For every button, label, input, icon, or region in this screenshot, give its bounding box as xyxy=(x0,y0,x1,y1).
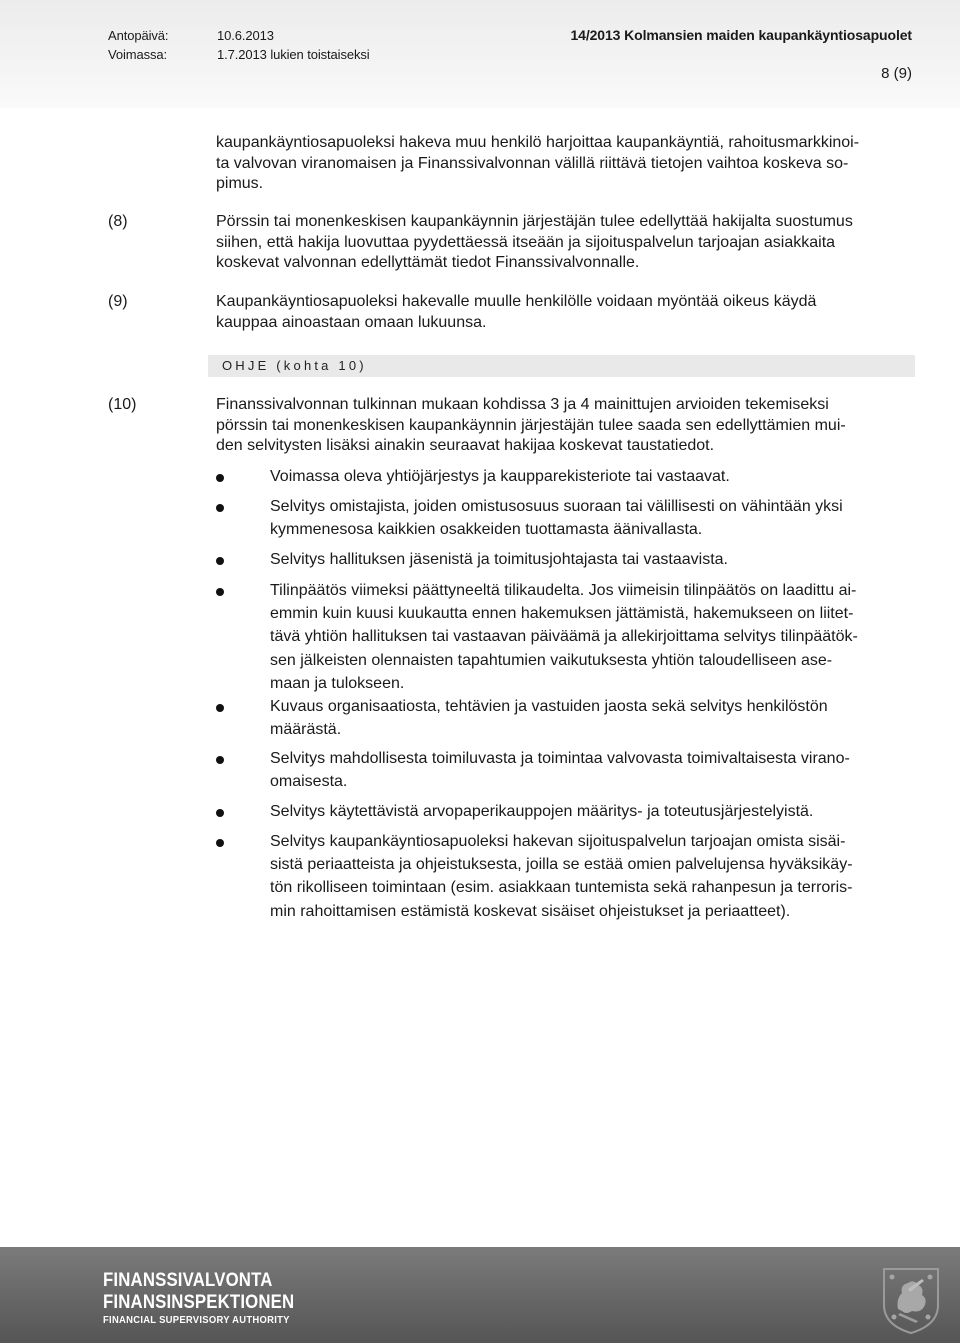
bullet-icon xyxy=(216,839,224,847)
antopaiva-label: Antopäivä: xyxy=(108,28,169,43)
text-line: sistä periaatteista ja ohjeistuksesta, joilla se estää omien palvelujensa hyväksikäy- xyxy=(270,856,853,874)
paragraph-number-8: (8) xyxy=(108,213,128,230)
logo-text-english: FINANCIAL SUPERVISORY AUTHORITY xyxy=(103,1314,290,1326)
text-line: ta valvovan viranomaisen ja Finanssivalvonnan välillä riittävä tietojen vaihtoa koskeva so- xyxy=(216,154,849,172)
ohje-label: OHJE (kohta 10) xyxy=(222,358,367,373)
text-line: sen jälkeisten olennaisten tapahtumien vaikutuksesta yhtiön taloudelliseen ase- xyxy=(270,651,833,669)
list-item xyxy=(270,495,910,541)
text-line: Selvitys hallituksen jäsenistä ja toimitusjohtajasta tai vastaavista. xyxy=(270,551,728,568)
text-line: den selvitysten lisäksi ainakin seuraavat hakijaa koskevat taustatiedot. xyxy=(216,437,715,454)
ohje-section-bar xyxy=(208,355,915,377)
bullet-icon xyxy=(216,557,224,565)
text-line: Selvitys kaupankäyntiosapuoleksi hakevan sijoituspalvelun tarjoajan omista sisäi- xyxy=(270,833,846,850)
list-item xyxy=(270,579,910,695)
text-line: Pörssin tai monenkeskisen kaupankäynnin järjestäjän tulee edellyttää hakijalta suostumus xyxy=(216,213,853,230)
text-line: emmin kuin kuusi kuukautta ennen hakemuksen jättämistä, hakemukseen on liitet- xyxy=(270,605,854,623)
list-item xyxy=(270,800,910,823)
text-line: Finanssivalvonnan tulkinnan mukaan kohdissa 3 ja 4 mainittujen arvioiden tekemiseksi xyxy=(216,396,829,413)
text-line: pimus. xyxy=(216,175,264,192)
list-item xyxy=(270,465,910,488)
voimassa-label: Voimassa: xyxy=(108,47,168,62)
logo-text-finnish: FINANSSIVALVONTA xyxy=(103,1269,273,1291)
text-line: pörssin tai monenkeskisen kaupankäynnin järjestäjän tulee saada sen edellyttämien mui- xyxy=(216,416,846,434)
text-line: Selvitys mahdollisesta toimiluvasta ja toimintaa valvovasta toimivaltaisesta virano- xyxy=(270,750,850,767)
page-number: 8 (9) xyxy=(881,65,912,82)
text-line: määrästä. xyxy=(270,721,342,739)
logo-text-swedish: FINANSINSPEKTIONEN xyxy=(103,1291,295,1313)
bullet-icon xyxy=(216,504,224,512)
text-line: koskevat valvonnan edellyttämät tiedot Finanssivalvonnalle. xyxy=(216,254,640,271)
text-line: siihen, että hakija luovuttaa pyydettäessä itseään ja sijoituspalvelun tarjoajan asiakkaita xyxy=(216,233,836,251)
text-line: kauppaa ainoastaan omaan lukuunsa. xyxy=(216,313,487,331)
bullet-icon xyxy=(216,756,224,764)
text-line: kymmenesosa kaikkien osakkeiden tuottamasta äänivallasta. xyxy=(270,521,703,539)
intro-text xyxy=(216,133,916,195)
text-line: Kaupankäyntiosapuoleksi hakevalle muulle henkilölle voidaan myöntää oikeus käydä xyxy=(216,293,817,310)
intro-paragraph xyxy=(216,133,916,195)
list-item xyxy=(270,695,910,741)
paragraph-number-10: (10) xyxy=(108,396,137,413)
antopaiva-value: 10.6.2013 xyxy=(217,28,274,43)
page-header xyxy=(0,0,960,108)
bullet-icon xyxy=(216,474,224,482)
text-line: min rahoittamisen estämistä koskevat sisäiset ohjeistukset ja periaatteet). xyxy=(270,902,791,920)
voimassa-value: 1.7.2013 lukien toistaiseksi xyxy=(217,47,370,62)
bullet-icon xyxy=(216,809,224,817)
text-line: Selvitys käytettävistä arvopaperikauppojen määritys- ja toteutusjärjestelyistä. xyxy=(270,803,814,820)
paragraph-8 xyxy=(216,212,916,274)
list-item xyxy=(270,747,910,793)
page-footer xyxy=(0,1247,960,1343)
text-line: omaisesta. xyxy=(270,773,348,791)
text-line: tön rikolliseen toimintaan (esim. asiakkaan tuntemista sekä rahanpesun ja terroris- xyxy=(270,879,853,897)
bullet-icon xyxy=(216,588,224,596)
list-item xyxy=(270,548,910,571)
text-line: maan ja tulokseen. xyxy=(270,674,405,692)
list-item xyxy=(270,830,910,923)
text-line: Voimassa oleva yhtiöjärjestys ja kaupparekisteriote tai vastaavat. xyxy=(270,468,730,485)
paragraph-10-text xyxy=(216,395,916,457)
paragraph-number-9: (9) xyxy=(108,293,128,310)
text-line: tävä yhtiön hallituksen tai vastaavan päiväämä ja allekirjoittama selvitys tilinpäätök- xyxy=(270,628,858,646)
paragraph-10 xyxy=(216,395,916,457)
text-line: Kuvaus organisaatiosta, tehtävien ja vastuiden jaosta sekä selvitys henkilöstön xyxy=(270,698,828,715)
paragraph-9-text xyxy=(216,292,916,333)
text-line: kaupankäyntiosapuoleksi hakeva muu henkilö harjoittaa kaupankäyntiä, rahoitusmarkkinoi- xyxy=(216,134,860,151)
text-line: Selvitys omistajista, joiden omistusosuus suoraan tai välillisesti on vähintään yksi xyxy=(270,498,843,515)
finnish-lion-crest-icon xyxy=(878,1265,944,1335)
paragraph-9 xyxy=(216,292,916,333)
paragraph-8-text xyxy=(216,212,916,274)
text-line: Tilinpäätös viimeksi päättyneeltä tilikaudelta. Jos viimeisin tilinpäätös on laadittu ai- xyxy=(270,582,857,599)
bullet-icon xyxy=(216,704,224,712)
document-title: 14/2013 Kolmansien maiden kaupankäyntiosapuolet xyxy=(570,27,912,43)
